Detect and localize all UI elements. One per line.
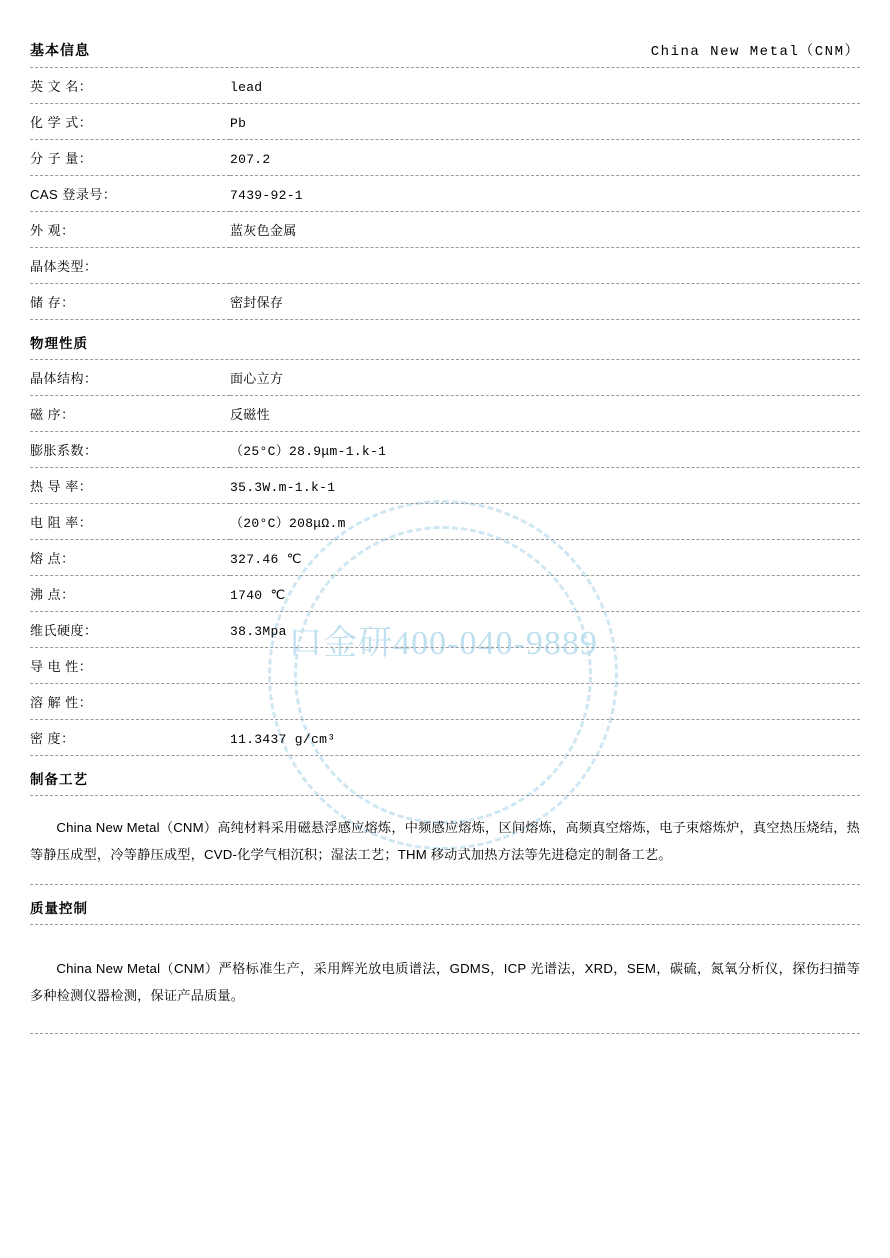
table-row <box>30 68 860 104</box>
row-label: 分 子 量： <box>30 140 230 176</box>
table-row <box>30 576 860 612</box>
table-row <box>30 284 860 320</box>
row-label: 导 电 性： <box>30 648 230 684</box>
brand-name: China New Metal（CNM） <box>650 44 860 60</box>
row-label: 热 导 率： <box>30 468 230 504</box>
table-row <box>30 360 860 396</box>
watermark-text: 口金研400-040-9889 <box>288 625 598 662</box>
row-value: 38.3Mpa <box>230 612 860 648</box>
table-row <box>30 176 860 212</box>
row-label: 维氏硬度： <box>30 612 230 648</box>
section-heading-process: 制备工艺 <box>30 756 860 796</box>
row-value: lead <box>230 68 860 104</box>
quality-paragraph-block <box>30 925 860 1034</box>
row-value: 7439-92-1 <box>230 176 860 212</box>
page-title: 基本信息 <box>30 42 90 58</box>
row-value: 11.3437 g/cm³ <box>230 720 860 756</box>
section-heading-physical: 物理性质 <box>30 320 860 360</box>
process-paragraph-block <box>30 796 860 885</box>
table-row <box>30 684 860 720</box>
row-label: 晶体结构： <box>30 360 230 396</box>
row-value: （20°C）208μΩ.m <box>230 504 860 540</box>
table-row <box>30 104 860 140</box>
row-value <box>230 248 860 284</box>
row-value: Pb <box>230 104 860 140</box>
row-value: （25°C）28.9μm-1.k-1 <box>230 432 860 468</box>
table-row <box>30 248 860 284</box>
row-label: 沸 点： <box>30 576 230 612</box>
section-heading-quality: 质量控制 <box>30 885 860 925</box>
row-label: 英 文 名： <box>30 68 230 104</box>
table-row <box>30 140 860 176</box>
row-value: 35.3W.m-1.k-1 <box>230 468 860 504</box>
document-header <box>30 40 860 68</box>
row-label: CAS 登录号： <box>30 176 230 212</box>
row-label: 电 阻 率： <box>30 504 230 540</box>
row-value: 1740 ℃ <box>230 576 860 612</box>
table-row <box>30 212 860 248</box>
process-paragraph: China New Metal（CNM）高纯材料采用磁悬浮感应熔炼，中频感应熔炼，区间熔炼，高频真空熔炼，电子束熔炼炉，真空热压烧结，热等静压成型，冷等静压成型，CVD-化学气相沉积；湿法工艺；THM 移动式加热方法等先进稳定的制备工艺。 <box>30 820 860 863</box>
row-value: 反磁性 <box>230 396 860 432</box>
row-value <box>230 684 860 720</box>
table-row <box>30 396 860 432</box>
physical-properties-table <box>30 360 860 756</box>
row-label: 溶 解 性： <box>30 684 230 720</box>
row-label: 磁 序： <box>30 396 230 432</box>
quality-paragraph: China New Metal（CNM）严格标准生产，采用辉光放电质谱法，GDMS，ICP 光谱法，XRD，SEM，碳硫，氮氧分析仪，探伤扫描等多种检测仪器检测，保证产品质量。 <box>30 961 860 1004</box>
table-row <box>30 720 860 756</box>
table-row <box>30 648 860 684</box>
row-label: 化 学 式： <box>30 104 230 140</box>
table-row <box>30 432 860 468</box>
table-row <box>30 468 860 504</box>
row-label: 储 存： <box>30 284 230 320</box>
table-row <box>30 612 860 648</box>
row-label: 外 观： <box>30 212 230 248</box>
row-value: 密封保存 <box>230 284 860 320</box>
row-value: 327.46 ℃ <box>230 540 860 576</box>
row-label: 膨胀系数： <box>30 432 230 468</box>
document-content <box>30 40 860 1034</box>
basic-info-table <box>30 68 860 320</box>
row-label: 密 度： <box>30 720 230 756</box>
table-row <box>30 540 860 576</box>
row-value <box>230 648 860 684</box>
row-value: 207.2 <box>230 140 860 176</box>
row-label: 晶体类型： <box>30 248 230 284</box>
row-label: 熔 点： <box>30 540 230 576</box>
row-value: 面心立方 <box>230 360 860 396</box>
table-row <box>30 504 860 540</box>
row-value: 蓝灰色金属 <box>230 212 860 248</box>
